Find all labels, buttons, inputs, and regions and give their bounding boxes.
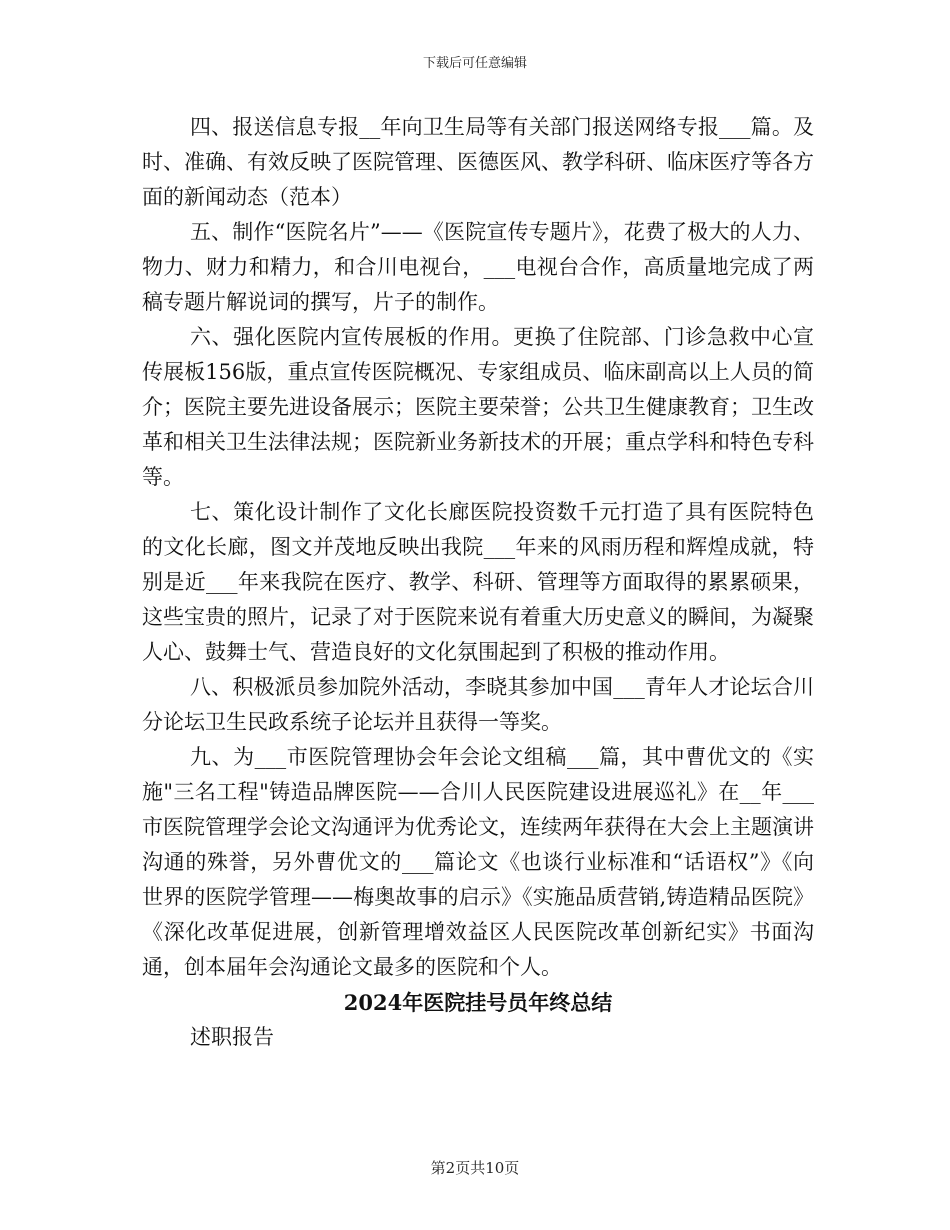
paragraph-5: 五、制作“医院名片”——《医院宣传专题片》，花费了极大的人力、物力、财力和精力，和合川电视台，___电视台合作，高质量地完成了两稿专题片解说词的撰写，片子的制作。	[142, 220, 814, 314]
paragraph-8: 八、积极派员参加院外活动，李晓其参加中国___青年人才论坛合川分论坛卫生民政系统子论坛并且获得一等奖。	[142, 675, 814, 734]
paragraph-4: 四、报送信息专报__年向卫生局等有关部门报送网络专报___篇。及时、准确、有效反映了医院管理、医德医风、教学科研、临床医疗等各方面的新闻动态（范本）	[142, 115, 814, 209]
section-intro: 述职报告	[190, 1025, 274, 1049]
document-body	[142, 110, 814, 1055]
section-title: 2024年医院挂号员年终总结	[343, 990, 613, 1015]
page-number: 第2页共10页	[430, 1159, 520, 1177]
paragraph-6: 六、强化医院内宣传展板的作用。更换了住院部、门诊急救中心宣传展板156版，重点宣传医院概况、专家组成员、临床副高以上人员的简介；医院主要先进设备展示；医院主要荣誉；公共卫生健康教育；卫生改革和相关卫生法律法规；医院新业务新技术的开展；重点学科和特色专科等。	[142, 325, 814, 489]
paragraph-9: 九、为___市医院管理协会年会论文组稿___篇，其中曹优文的《实施"三名工程"铸造品牌医院——合川人民医院建设进展巡礼》在__年___市医院管理学会论文沟通评为优秀论文，连续两年获得在大会上主题演讲沟通的殊誉，另外曹优文的___篇论文《也谈行业标准和“话语权”》《向世界的医院学管理——梅奥故事的启示》《实施品质营销,铸造精品医院》《深化改革促进展，创新管理增效益区人民医院改革创新纪实》书面沟通，创本届年会沟通论文最多的医院和个人。	[142, 745, 814, 979]
header-note: 下载后可任意编辑	[422, 56, 527, 71]
paragraph-7: 七、策化设计制作了文化长廊医院投资数千元打造了具有医院特色的文化长廊，图文并茂地反映出我院___年来的风雨历程和辉煌成就，特别是近___年来我院在医疗、教学、科研、管理等方面取得的累累硕果，这些宝贵的照片，记录了对于医院来说有着重大历史意义的瞬间，为凝聚人心、鼓舞士气、营造良好的文化氛围起到了积极的推动作用。	[142, 500, 814, 664]
